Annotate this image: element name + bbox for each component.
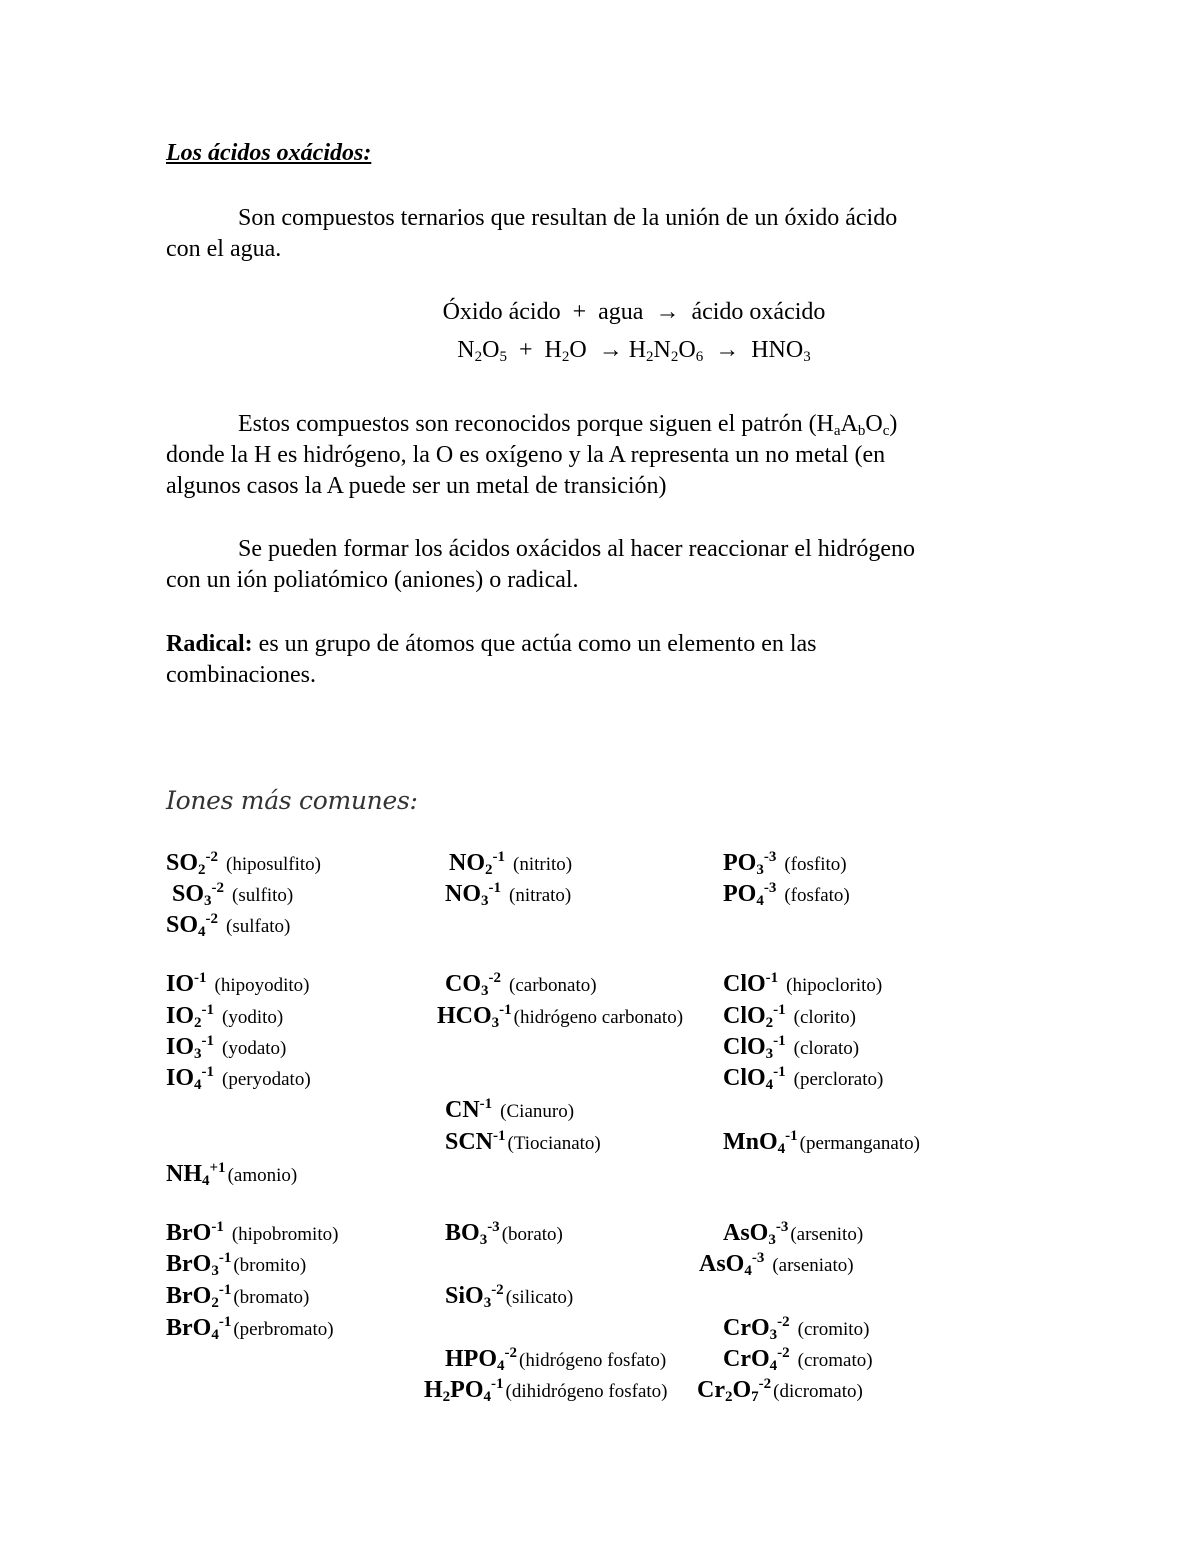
ion-entry: SiO$_3^{-2}$ (silicato) [445,1282,574,1311]
ion-entry: $Cr_2O_7^{-2}$ (dicromato) [697,1376,863,1405]
intro-line-1: Son compuestos ternarios que resultan de la unión de un óxido ácido [238,205,898,231]
ion-entry: $IO^{-1}$ (hipoyodito) [166,970,310,997]
ion-entry: $BO_3^{-3}$ (borato) [445,1219,563,1248]
ion-entry: $HPO_4^{-2}$ (hidrógeno fosfato) [445,1345,667,1374]
ion-entry: $NO_2^{-1}$ (nitrito) [449,849,573,878]
intro-line-2: con el agua. [166,236,282,262]
formula-hno3: $HNO_3$ [751,337,811,365]
ion-entry: $IO_2^{-1}$ (yodito) [166,1002,284,1031]
ion-entry: $SO_2^{-2}$ (hiposulfito) [166,849,322,878]
ion-entry: $HCO_3^{-1}$ (hidrógeno carbonato) [437,1002,684,1031]
ion-entry: BrO$^{-1}$ (hipobromito) [166,1219,339,1246]
ion-entry: ClO$_2^{-1}$ (clorito) [723,1002,856,1031]
ion-entry: $SCN^{-1}$ (Tiocianato) [445,1128,601,1155]
ion-entry: AsO$_3^{-3}$ (arsenito) [723,1219,864,1248]
radical-term: Radical: [166,631,253,657]
formula-n2o5: $N_2O_5$ [457,337,507,365]
page-title: Los ácidos oxácidos: [166,140,372,166]
pattern-paragraph: Estos compuestos son reconocidos porque siguen el patrón $(H_aA_bO_c)$ donde la H es hidrógeno, la O es oxígeno y la A representa un no metal (en algunos casos la A puede ser un metal de transición) [166,411,898,499]
ion-entry: $PO_4^{-3}$ (fosfato) [723,880,850,909]
ions-heading: Iones más comunes: [166,786,418,815]
formula-equation: $N_2O_5 + H_2O \to H_2N_2O_6 \to HNO_3$ [457,337,811,365]
ion-entry: CrO$_4^{-2}$ (cromato) [723,1345,873,1374]
ion-entry: $CN^{-1}$ (Cianuro) [445,1096,575,1123]
ion-entry: $PO_3^{-3}$ (fosfito) [723,849,847,878]
formula-h2o: $H_2O$ [544,337,587,365]
ion-entry: $SO_4^{-2}$ (sulfato) [166,911,291,940]
ion-entry: $IO_4^{-1}$ (peryodato) [166,1064,311,1093]
ion-entry: BrO$_4^{-1}$ (perbromato) [166,1314,334,1343]
word-equation: Óxido ácido + agua → ácido oxácido [442,299,826,325]
ion-entry: CrO$_3^{-2}$ (cromito) [723,1314,870,1343]
ion-entry: $IO_3^{-1}$ (yodato) [166,1033,287,1062]
radical-paragraph: Radical: es un grupo de átomos que actúa como un elemento en las combinaciones. [166,631,817,688]
formula-h2n2o6: $H_2N_2O_6$ [628,337,704,365]
ion-entry: AsO$_4^{-3}$ (arseniato) [699,1250,854,1279]
ion-entry: MnO$_4^{-1}$ (permanganato) [723,1128,920,1157]
ion-entry: ClO$_4^{-1}$ (perclorato) [723,1064,884,1093]
formation-paragraph: Se pueden formar los ácidos oxácidos al hacer reaccionar el hidrógeno con un ión poliatómico (aniones) o radical. [166,536,916,593]
ion-entry: ClO$_3^{-1}$ (clorato) [723,1033,860,1062]
intro-paragraph [166,203,1032,265]
ion-entry: $H_2PO_4^{-1}$ (dihidrógeno fosfato) [424,1376,668,1405]
ion-entry: $NO_3^{-1}$ (nitrato) [445,880,572,909]
ion-entry: ClO$^{-1}$ (hipoclorito) [723,970,883,997]
ion-entry: $CO_3^{-2}$ (carbonato) [445,970,597,999]
ion-entry: BrO$_3^{-1}$ (bromito) [166,1250,307,1279]
ion-entry: $NH_4^{+1}$ (amonio) [166,1160,298,1189]
ion-entry: BrO$_2^{-1}$ (bromato) [166,1282,310,1311]
ion-entry: $SO_3^{-2}$ (sulfito) [172,880,294,909]
